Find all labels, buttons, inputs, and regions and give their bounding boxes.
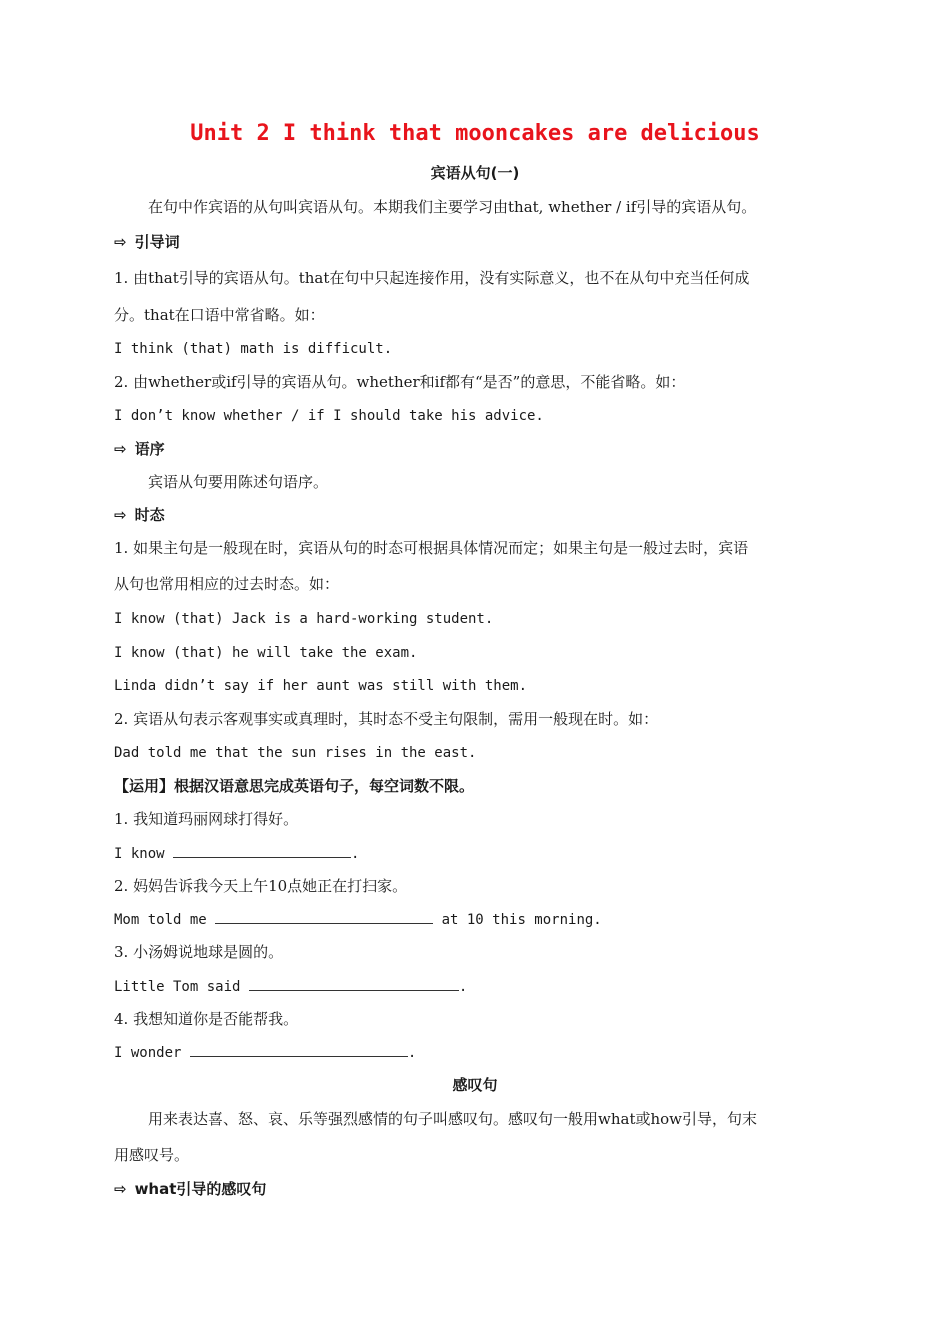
subheading-tense — [114, 505, 165, 525]
example-sentence: I think (that) math is difficult. — [114, 341, 393, 357]
exercise-prompt: 4. 我想知道你是否能帮我。 — [114, 1010, 299, 1028]
example-sentence: I know (that) he will take the exam. — [114, 645, 418, 661]
paragraph-tense-line1: 1. 如果主句是一般现在时，宾语从句的时态可根据具体情况而定；如果主句是一般过去时，宾语 — [114, 539, 749, 557]
subheading-what — [114, 1179, 266, 1199]
subheading-label: 引导词 — [134, 233, 180, 251]
exercise-tail: at 10 this morning. — [433, 912, 602, 928]
answer-blank[interactable] — [249, 976, 459, 991]
paragraph-that-line2: 分。that在口语中常省略。如： — [114, 306, 325, 324]
exercise-answer-line — [114, 843, 359, 864]
section-heading-exclamatory: 感叹句 — [452, 1076, 498, 1094]
exercise-lead: Little Tom said — [114, 979, 249, 995]
paragraph-exclamatory-line1: 用来表达喜、怒、哀、乐等强烈感情的句子叫感叹句。感叹句一般用what或how引导，句末 — [148, 1110, 758, 1128]
subheading-label: what引导的感叹句 — [134, 1180, 267, 1198]
example-sentence: Linda didn’t say if her aunt was still with them. — [114, 678, 528, 694]
exercise-tail: . — [351, 846, 360, 862]
paragraph-tense-line2: 从句也常用相应的过去时态。如： — [114, 575, 340, 593]
paragraph-whether-if: 2. 由whether或if引导的宾语从句。whether和if都有“是否”的意思，不能省略。如： — [114, 373, 686, 391]
arrow-icon: ⇨ — [114, 1180, 127, 1198]
section-heading-object-clause: 宾语从句(一) — [430, 164, 520, 182]
exercise-prompt: 3. 小汤姆说地球是圆的。 — [114, 943, 284, 961]
example-sentence: I know (that) Jack is a hard-working student. — [114, 611, 494, 627]
exercise-tail: . — [458, 979, 468, 995]
section-intro: 在句中作宾语的从句叫宾语从句。本期我们主要学习由that, whether / if引导的宾语从句。 — [148, 198, 757, 216]
exercise-lead: I wonder — [114, 1045, 190, 1061]
subheading-label: 语序 — [134, 440, 165, 458]
paragraph-word-order: 宾语从句要用陈述句语序。 — [148, 473, 329, 491]
exercise-answer-line — [114, 1042, 416, 1063]
subheading-label: 时态 — [134, 506, 165, 524]
exercise-answer-line — [114, 976, 467, 997]
subheading-word-order — [114, 439, 165, 459]
answer-blank[interactable] — [173, 843, 351, 858]
arrow-icon: ⇨ — [114, 440, 127, 458]
practice-heading: 【运用】根据汉语意思完成英语句子，每空词数不限。 — [114, 777, 475, 795]
paragraph-truth: 2. 宾语从句表示客观事实或真理时，其时态不受主句限制，需用一般现在时。如： — [114, 710, 659, 728]
arrow-icon: ⇨ — [114, 233, 127, 251]
exercise-prompt: 1. 我知道玛丽网球打得好。 — [114, 810, 299, 828]
paragraph-exclamatory-line2: 用感叹号。 — [114, 1146, 190, 1164]
exercise-prompt: 2. 妈妈告诉我今天上午10点她正在打扫家。 — [114, 877, 408, 895]
answer-blank[interactable] — [190, 1042, 408, 1057]
exercise-answer-line — [114, 909, 602, 930]
arrow-icon: ⇨ — [114, 506, 127, 524]
example-sentence: I don’t know whether / if I should take his advice. — [114, 408, 544, 424]
exercise-lead: Mom told me — [114, 912, 216, 928]
example-sentence: Dad told me that the sun rises in the east. — [114, 745, 477, 761]
document-title: Unit 2 I think that mooncakes are delicious — [190, 121, 760, 146]
answer-blank[interactable] — [215, 909, 433, 924]
exercise-tail: . — [407, 1045, 417, 1061]
exercise-lead: I know — [114, 846, 174, 862]
subheading-intro-words — [114, 232, 180, 252]
paragraph-that-line1: 1. 由that引导的宾语从句。that在句中只起连接作用，没有实际意义，也不在从句中充当任何成 — [114, 269, 750, 287]
